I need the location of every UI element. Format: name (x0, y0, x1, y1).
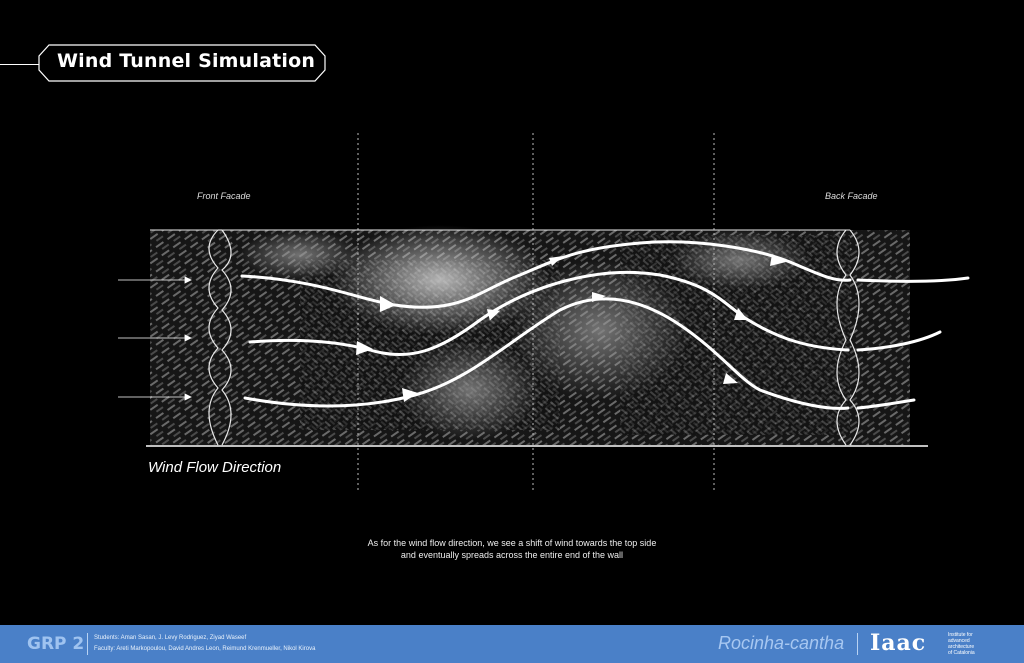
institute-line-4: of Catalonia (948, 650, 975, 656)
caption-line-2: and eventually spreads across the entire end of the wall (400, 550, 624, 560)
footer-divider-2 (857, 633, 858, 655)
iaac-logo: Iaac (870, 630, 927, 656)
credits (94, 633, 315, 655)
institute-line-2: advanced (948, 638, 970, 644)
page-title: Wind Tunnel Simulation (57, 50, 316, 72)
project-name: Rocinha-cantha (718, 633, 845, 653)
caption-line-1: As for the wind flow direction, we see a shift of wind towards the top side (367, 538, 657, 548)
simulation-field (150, 225, 910, 445)
faculty-line: Faculty: Areti Markopoulou, David Andres Leon, Reimund Krenmueller, Nikol Kirova (94, 646, 316, 652)
institute-line-3: architecture (948, 644, 975, 650)
institute-line-1: Institute for (948, 632, 973, 638)
students-line: Students: Aman Sasan, J. Levy Rodriguez, Ziyad Waseef (94, 635, 247, 641)
caption (312, 537, 712, 561)
footer-divider (87, 633, 88, 655)
institute-text (948, 632, 975, 656)
flow-direction-label: Wind Flow Direction (148, 459, 282, 476)
front-facade-label: Front Facade (197, 191, 251, 201)
back-facade-label: Back Facade (825, 191, 878, 201)
footer-bar (0, 625, 1024, 663)
group-label: GRP 2 (27, 634, 85, 654)
